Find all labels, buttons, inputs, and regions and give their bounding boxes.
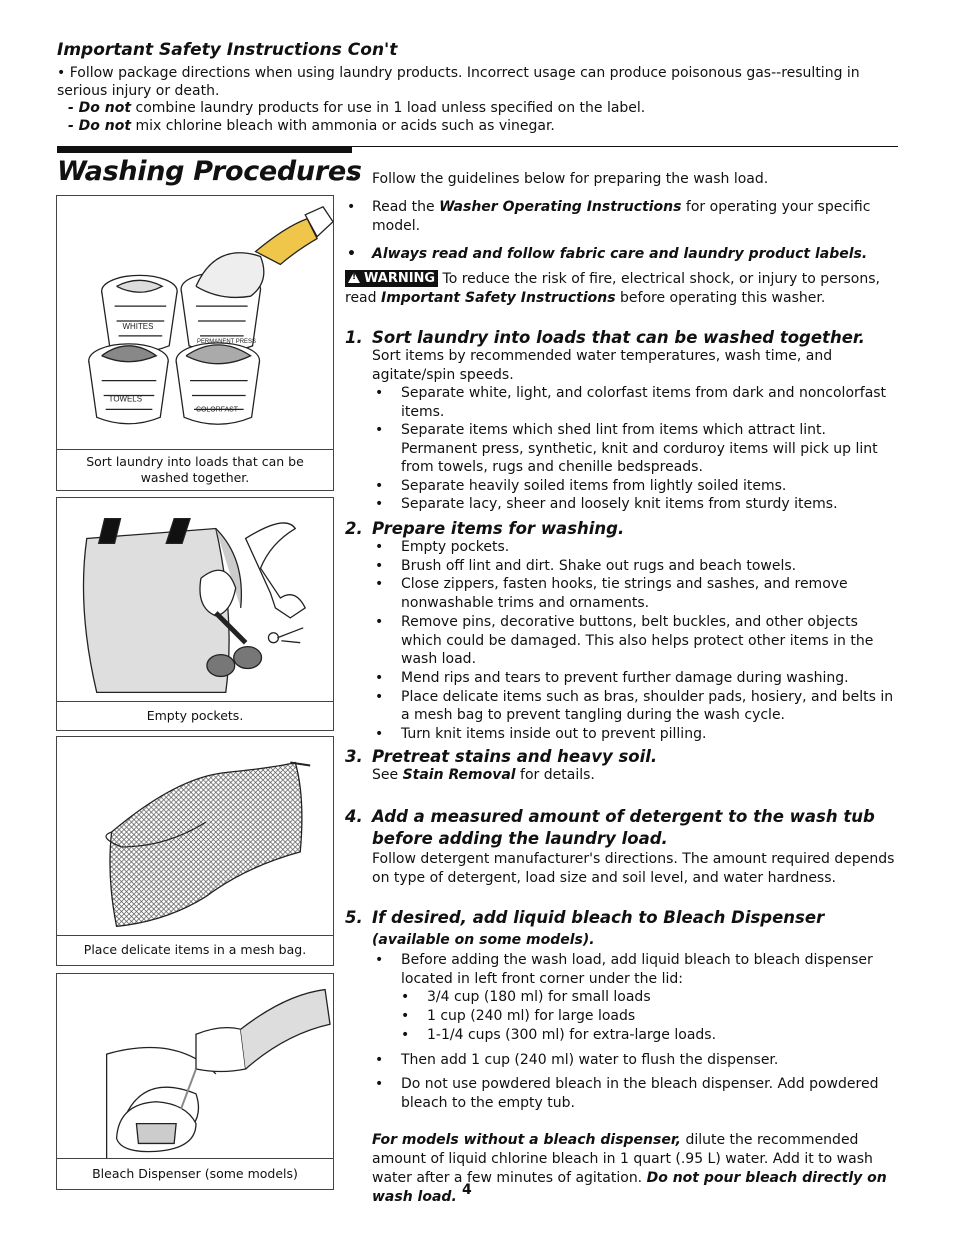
intro-bullet: • Read the Washer Operating Instructions for operating your specific model. [345,198,900,236]
label-towels: TOWELS [108,394,143,404]
step-bullet: • Separate heavily soiled items from lightly soiled items. [345,477,900,496]
step-4 [345,806,900,888]
label-whites: WHITES [122,321,154,331]
step-bullet: • Do not use powdered bleach in the bleach dispenser. Add powdered bleach to the empty tub. [345,1075,900,1112]
bleach-amount: • 1-1/4 cups (300 ml) for extra-large loads. [345,1026,900,1045]
step-bullet: • Then add 1 cup (240 ml) water to flush the dispenser. [345,1051,900,1070]
step-bullet: • Empty pockets. [345,538,900,557]
step-5 [345,907,900,1207]
step-bullet: • Turn knit items inside out to prevent pilling. [345,725,900,744]
step-text: Follow detergent manufacturer's directions. The amount required depends on type of detergent, load size and soil level, and water hardness. [372,851,895,886]
bleach-amount: • 3/4 cup (180 ml) for small loads [345,988,900,1007]
mesh-bag-illustration [57,737,333,937]
step-heading: 1. Sort laundry into loads that can be washed together. [345,328,865,347]
figure-caption: Place delicate items in a mesh bag. [57,935,333,965]
page-title: Washing Procedures [57,156,362,187]
figure-mesh-bag [56,736,334,966]
figure-caption: Sort laundry into loads that can be washed together. [57,449,333,490]
step-heading: 5. If desired, add liquid bleach to Bleach Dispenser (available on some models). [345,908,825,948]
figure-sort-laundry [56,195,334,491]
step-bullet: • Separate lacy, sheer and loosely knit items from sturdy items. [345,495,900,514]
label-permanent-press: PERMANENT PRESS [196,338,256,345]
pants-pocket-illustration [57,498,333,703]
bleach-note: For models without a bleach dispenser, dilute the recommended amount of liquid chlorine bleach in 1 quart (.95 L) water. Add it to wash water after a few minutes of agitation. Do not pour bleach directly on wash load. [372,1131,887,1205]
figure-caption: Empty pockets. [57,701,333,730]
step-3 [345,747,900,785]
step-heading: 3. Pretreat stains and heavy soil. [345,747,658,766]
label-colorfast: COLORFAST [195,406,239,414]
step-bullet: • Separate items which shed lint from items which attract lint. Permanent press, synthetic, knit and corduroy items will pick up lint from towels, rugs and chenille bedspreads. [345,421,900,477]
intro-bullets [345,170,900,264]
step-bullet: • Close zippers, fasten hooks, tie strings and sashes, and remove nonwashable trims and ornaments. [345,575,900,612]
step-bullet: • Before adding the wash load, add liquid bleach to bleach dispenser located in left front corner under the lid: [345,951,900,988]
section-rule-thick [57,146,352,153]
warning-badge: !WARNING [345,270,438,287]
step-bullet: • Mend rips and tears to prevent further damage during washing. [345,669,900,688]
step-bullet: • Place delicate items such as bras, shoulder pads, hosiery, and belts in a mesh bag to prevent tangling during the wash cycle. [345,688,900,725]
safety-section-title: Important Safety Instructions Con't [57,40,398,60]
step-2 [345,519,900,744]
safety-dont-1: - Do not combine laundry products for use in 1 load unless specified on the label. [68,100,646,116]
bleach-amount: • 1 cup (240 ml) for large loads [345,1007,900,1026]
safety-bullet: • Follow package directions when using laundry products. Incorrect usage can produce poisonous gas--resulting in serious injury or death. [57,65,860,99]
step-1 [345,328,900,514]
figure-empty-pockets [56,497,334,731]
step-text: Sort items by recommended water temperatures, wash time, and agitate/spin speeds. [372,348,833,383]
warning-triangle-icon [348,272,360,283]
safety-dont-2: - Do not mix chlorine bleach with ammonia or acids such as vinegar. [68,117,555,134]
step-bullet: • Remove pins, decorative buttons, belt buckles, and other objects which could be damaged. This also helps protect other items in the wash load. [345,613,900,669]
step-heading: 4. Add a measured amount of detergent to the wash tub before adding the laundry load. [345,807,875,848]
intro-bullet: • Follow the guidelines below for preparing the wash load. [345,170,900,189]
step-heading: 2. Prepare items for washing. [345,519,625,538]
intro-bullet: • Always read and follow fabric care and laundry product labels. [345,245,900,264]
bleach-pouring-illustration [57,974,333,1159]
figure-caption: Bleach Dispenser (some models) [57,1158,333,1189]
warning-block: !WARNING To reduce the risk of fire, electrical shock, or injury to persons, read Important Safety Instructions before operating this washer. [345,270,900,308]
step-text: See Stain Removal for details. [372,767,595,783]
page-number: 4 [462,1182,472,1198]
laundry-baskets-illustration [57,196,333,451]
figure-bleach-dispenser [56,973,334,1190]
step-bullet: • Brush off lint and dirt. Shake out rugs and beach towels. [345,557,900,576]
step-bullet: • Separate white, light, and colorfast items from dark and noncolorfast items. [345,384,900,421]
section-rule-thin [352,146,898,147]
safety-instructions [57,65,907,135]
